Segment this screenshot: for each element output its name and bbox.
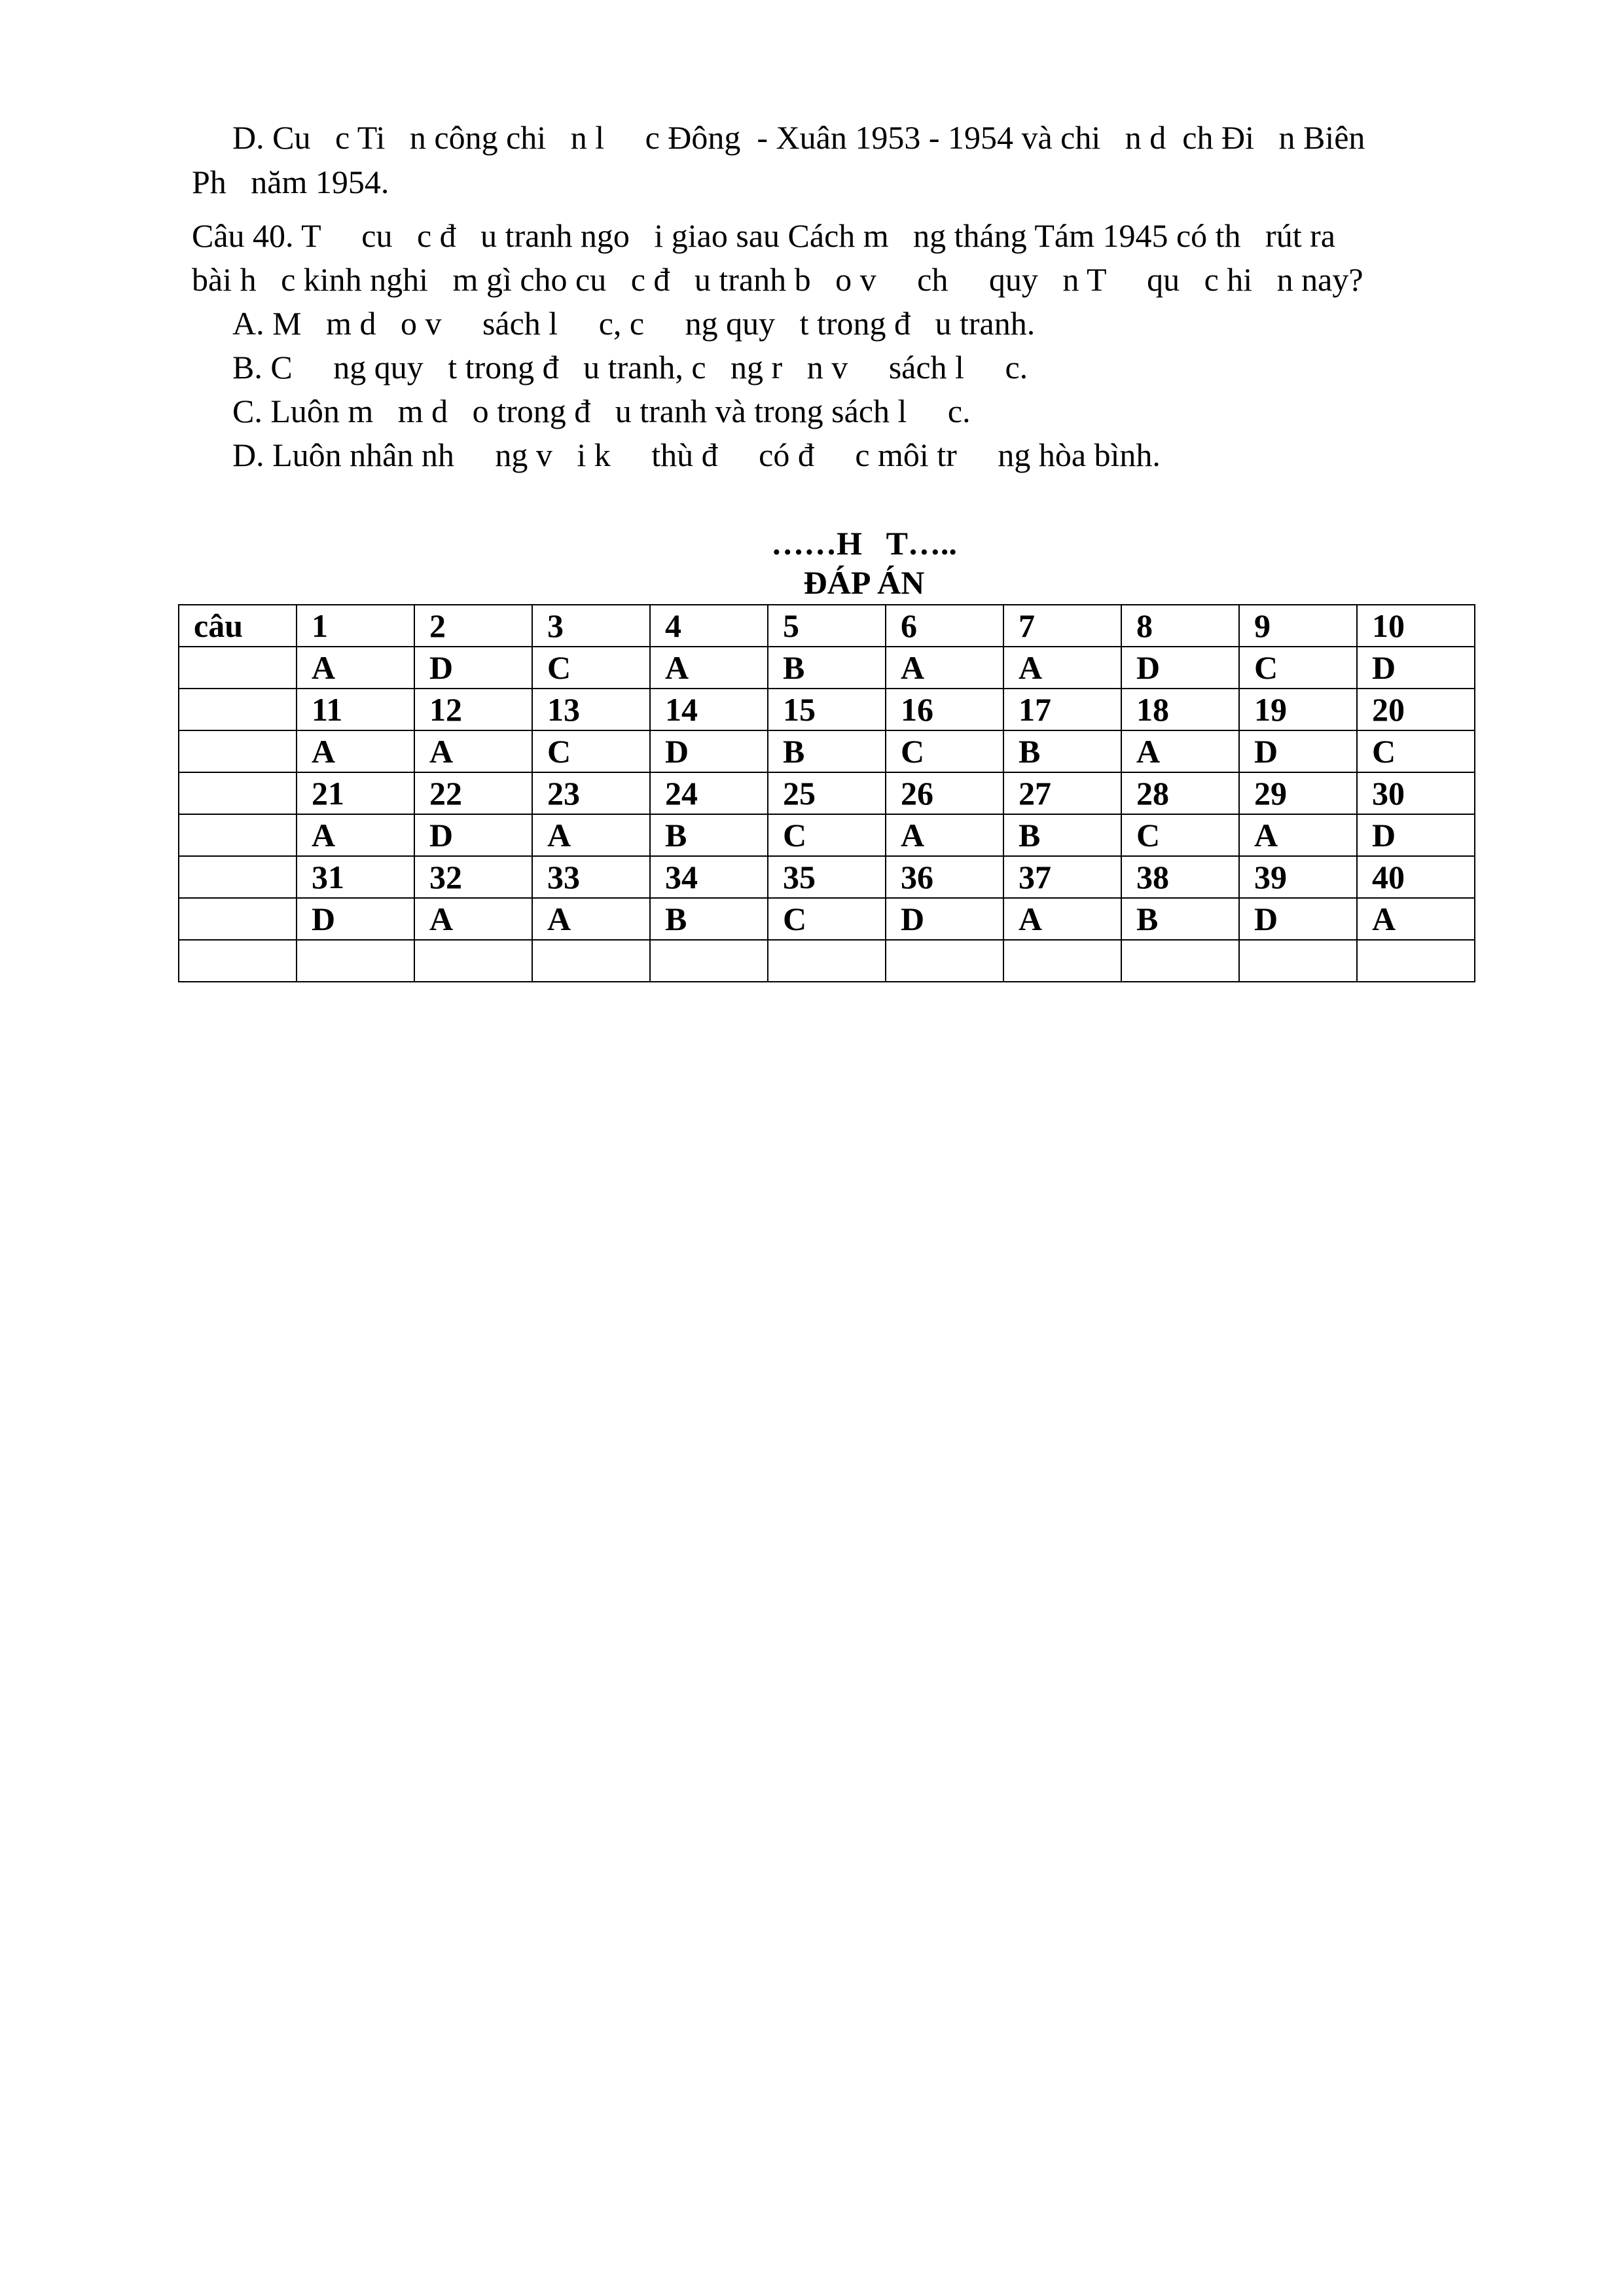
table-cell: 18 — [1121, 689, 1239, 730]
answer-table — [178, 604, 1475, 982]
table-cell: D — [297, 898, 414, 940]
table-cell: D — [414, 814, 532, 856]
table-cell: 6 — [886, 605, 1003, 647]
table-cell — [1003, 940, 1121, 982]
table-cell: A — [297, 647, 414, 689]
table-row — [179, 730, 1475, 772]
table-cell: 21 — [297, 772, 414, 814]
q40-stem-line1: Câu 40. T cu c đ u tranh ngo i giao sau Cách m ng tháng Tám 1945 có th rút ra — [192, 217, 1335, 254]
table-cell: A — [1003, 647, 1121, 689]
table-cell: C — [1357, 730, 1475, 772]
table-cell: 36 — [886, 856, 1003, 898]
table-cell: 34 — [650, 856, 768, 898]
table-cell — [768, 940, 886, 982]
table-cell — [1239, 940, 1357, 982]
table-cell: C — [1121, 814, 1239, 856]
table-cell — [179, 856, 297, 898]
table-cell — [179, 940, 297, 982]
table-cell: 23 — [532, 772, 650, 814]
table-cell: 26 — [886, 772, 1003, 814]
table-cell: A — [297, 730, 414, 772]
table-cell: 19 — [1239, 689, 1357, 730]
table-cell: 17 — [1003, 689, 1121, 730]
q40-option-a: A. M m d o v sách l c, c ng quy t trong đ u tranh. — [232, 305, 1036, 342]
table-cell: C — [768, 814, 886, 856]
table-cell: A — [650, 647, 768, 689]
q39-option-d-line2: Ph năm 1954. — [192, 164, 389, 200]
table-cell: 4 — [650, 605, 768, 647]
table-row — [179, 605, 1475, 647]
table-cell: 2 — [414, 605, 532, 647]
table-cell: D — [1239, 730, 1357, 772]
table-row — [179, 772, 1475, 814]
table-cell: A — [532, 898, 650, 940]
table-cell: 20 — [1357, 689, 1475, 730]
table-cell — [532, 940, 650, 982]
table-cell: 10 — [1357, 605, 1475, 647]
table-row — [179, 689, 1475, 730]
q39-option-d-line1: D. Cu c Ti n công chi n l c Đông - Xuân 1953 - 1954 và chi n d ch Đi n Biên — [232, 119, 1365, 156]
table-cell: C — [532, 647, 650, 689]
table-cell: B — [650, 814, 768, 856]
table-cell: 37 — [1003, 856, 1121, 898]
table-cell: C — [768, 898, 886, 940]
table-row — [179, 898, 1475, 940]
table-cell: 40 — [1357, 856, 1475, 898]
table-cell: 7 — [1003, 605, 1121, 647]
table-cell: A — [1239, 814, 1357, 856]
table-cell: A — [414, 898, 532, 940]
table-cell: 22 — [414, 772, 532, 814]
table-cell — [179, 898, 297, 940]
table-cell: C — [532, 730, 650, 772]
table-cell: A — [886, 814, 1003, 856]
table-cell: 13 — [532, 689, 650, 730]
table-cell: B — [650, 898, 768, 940]
table-cell: 16 — [886, 689, 1003, 730]
table-cell: A — [297, 814, 414, 856]
end-marker: ……H T….. — [771, 525, 957, 562]
table-cell: 32 — [414, 856, 532, 898]
table-cell: 8 — [1121, 605, 1239, 647]
table-cell: 30 — [1357, 772, 1475, 814]
table-cell: 27 — [1003, 772, 1121, 814]
table-cell: câu — [179, 605, 297, 647]
table-cell: D — [1239, 898, 1357, 940]
table-cell: 25 — [768, 772, 886, 814]
table-cell: 38 — [1121, 856, 1239, 898]
table-cell: 28 — [1121, 772, 1239, 814]
table-row — [179, 856, 1475, 898]
table-cell: D — [886, 898, 1003, 940]
table-cell: 9 — [1239, 605, 1357, 647]
table-cell — [179, 647, 297, 689]
table-cell: B — [1121, 898, 1239, 940]
table-cell: B — [1003, 814, 1121, 856]
table-cell: 14 — [650, 689, 768, 730]
table-cell: A — [532, 814, 650, 856]
table-cell — [179, 814, 297, 856]
table-cell: 29 — [1239, 772, 1357, 814]
table-cell: 31 — [297, 856, 414, 898]
table-cell: 3 — [532, 605, 650, 647]
table-cell: D — [1121, 647, 1239, 689]
table-cell: A — [1121, 730, 1239, 772]
table-row — [179, 647, 1475, 689]
table-cell: C — [886, 730, 1003, 772]
table-cell — [179, 689, 297, 730]
table-cell: B — [768, 647, 886, 689]
table-cell — [297, 940, 414, 982]
table-cell — [1357, 940, 1475, 982]
table-cell: 35 — [768, 856, 886, 898]
table-cell: 24 — [650, 772, 768, 814]
table-cell: 5 — [768, 605, 886, 647]
table-cell — [179, 772, 297, 814]
q40-option-d: D. Luôn nhân nh ng v i k thù đ có đ c môi tr ng hòa bình. — [232, 437, 1161, 473]
table-cell: B — [768, 730, 886, 772]
table-cell: D — [414, 647, 532, 689]
table-cell: A — [1003, 898, 1121, 940]
table-cell: A — [886, 647, 1003, 689]
table-cell — [886, 940, 1003, 982]
table-cell — [650, 940, 768, 982]
q40-option-c: C. Luôn m m d o trong đ u tranh và trong sách l c. — [232, 393, 971, 429]
table-cell — [179, 730, 297, 772]
table-cell: A — [1357, 898, 1475, 940]
table-cell: D — [1357, 647, 1475, 689]
table-cell: 33 — [532, 856, 650, 898]
table-cell: C — [1239, 647, 1357, 689]
q40-stem-line2: bài h c kinh nghi m gì cho cu c đ u tranh b o v ch quy n T qu c hi n nay? — [192, 261, 1363, 298]
table-cell: B — [1003, 730, 1121, 772]
table-cell: A — [414, 730, 532, 772]
q40-option-b: B. C ng quy t trong đ u tranh, c ng r n v sách l c. — [232, 349, 1028, 386]
table-cell: 15 — [768, 689, 886, 730]
table-cell — [1121, 940, 1239, 982]
table-cell: 1 — [297, 605, 414, 647]
table-row — [179, 814, 1475, 856]
table-cell: D — [1357, 814, 1475, 856]
table-cell: 39 — [1239, 856, 1357, 898]
answer-key-title: ĐÁP ÁN — [803, 564, 925, 601]
table-cell: 12 — [414, 689, 532, 730]
table-cell: D — [650, 730, 768, 772]
table-cell — [414, 940, 532, 982]
table-row — [179, 940, 1475, 982]
table-cell: 11 — [297, 689, 414, 730]
